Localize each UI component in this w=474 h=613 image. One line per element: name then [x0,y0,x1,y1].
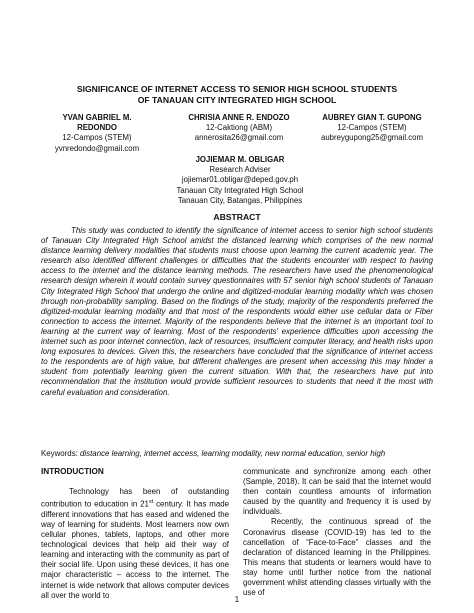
title-line-1: SIGNIFICANCE OF INTERNET ACCESS TO SENIOR HIGH SCHOOL STUDENTS [76,84,398,94]
author-2-name: CHRISIA ANNE R. ENDOZO [188,113,290,122]
right-column [243,467,431,598]
keywords-label: Keywords: [41,449,81,458]
author-2-section: 12-Caktiong (ABM) [205,123,273,133]
paper-title [60,84,414,106]
adviser-email: jojiemar01.obligar@deped.gov.ph [181,175,299,185]
intro-paragraph-2: Recently, the continuous spread of the Coronavirus disease (COVID-19) has led to the cancellation of “Face-to-Face” classes and the declaration of distanced learning in the Philippines. This means that students or learners would have to stay home until further notice from the national government whilst attending classes virtually with the use of [243,517,431,598]
keywords [41,449,433,459]
left-column [41,467,229,601]
title-line-2: OF TANAUAN CITY INTEGRATED HIGH SCHOOL [137,95,337,105]
adviser-name: JOJIEMAR M. OBLIGAR [195,155,285,164]
abstract-text: This study was conducted to identify the significance of internet access to senior high school students of Tanauan City Integrated High School amidst the distanced learning which comprises of the new normal distance learning delivery modalities that students must choose upon learning the current academic year. The research also identified different challenges or difficulties that the students encounter with respect to having access to the internet and the distance learning methods. The researchers have used the phenomenological research design wherein it would contain survey questionnaires with 57 senior high school students of Tanauan City Integrated High School that undergo the online and digitized-modular learning modality which was chosen through non-probability sampling. Based on the findings of the study, majority of the respondents preferred the digitized-modular learning modality and that most of the respondents would either use cellular data or Fiber connection to access the internet. Majority of the respondents believe that the internet is an important tool to learning at the current way of learning. Most of the respondents' experience difficulties upon accessing the internet such as poor internet connection, lack of resources, insufficient computer literacy, and health risks upon long exposures to devices. Given this, the researchers have concluded that the significance of internet access to the respondents are of high value, but different challenges are present when accessing this may hinder a student from potentially learning given the current situation. With that, the researchers have put into recommendation that the institution would provide sufficient resources to students that need it the most with careful evaluation and consideration. [41,226,433,397]
author-1-name-line-1: YVAN GABRIEL M. [62,113,132,122]
intro-p1-after: century. It has made different innovations that has eased and widened the way of learning for students. Most learners now own cellular phones, tablets, laptops, and other more technological devices that help aid their way of learning and interacting with the community as part of their social life. Upon using these devices, it has one major characteristic – access to the internet. The internet is wide network that allows computer devices all over the world to [41,499,229,600]
author-2-email: annerosita26@gmail.com [194,133,284,143]
author-3 [314,113,430,144]
author-1-email: yvnredondo@gmail.com [54,143,140,153]
introduction-heading: INTRODUCTION [41,467,104,476]
intro-p1-before: Technology has been of outstanding contribution to education in 21 [41,487,229,509]
abstract-heading: ABSTRACT [213,212,261,222]
keywords-text: distance learning, internet access, learning modality, new normal education, senior high [80,449,386,458]
author-3-section: 12-Campos (STEM) [337,123,407,133]
adviser-role: Research Adviser [209,165,271,175]
author-2 [176,113,302,144]
adviser-address: Tanauan City, Batangas, Philippines [177,195,303,205]
author-1 [36,113,158,154]
research-adviser [160,155,320,206]
author-3-name: AUBREY GIAN T. GUPONG [322,113,422,122]
page-number: 1 [234,595,240,604]
author-1-section: 12-Campos (STEM) [62,133,132,143]
author-3-email: aubreygupong25@gmail.com [321,133,423,143]
intro-paragraph-1-continued: communicate and synchronize among each other (Sample, 2018). It can be said that the internet would then contain countless amounts of information caused by the quantity and frequency it is used by individuals. [243,467,431,517]
author-1-name-line-2: REDONDO [77,123,117,133]
adviser-school: Tanauan City Integrated High School [176,185,304,195]
intro-paragraph-1 [41,487,229,601]
intro-p1-superscript: st [148,499,154,506]
